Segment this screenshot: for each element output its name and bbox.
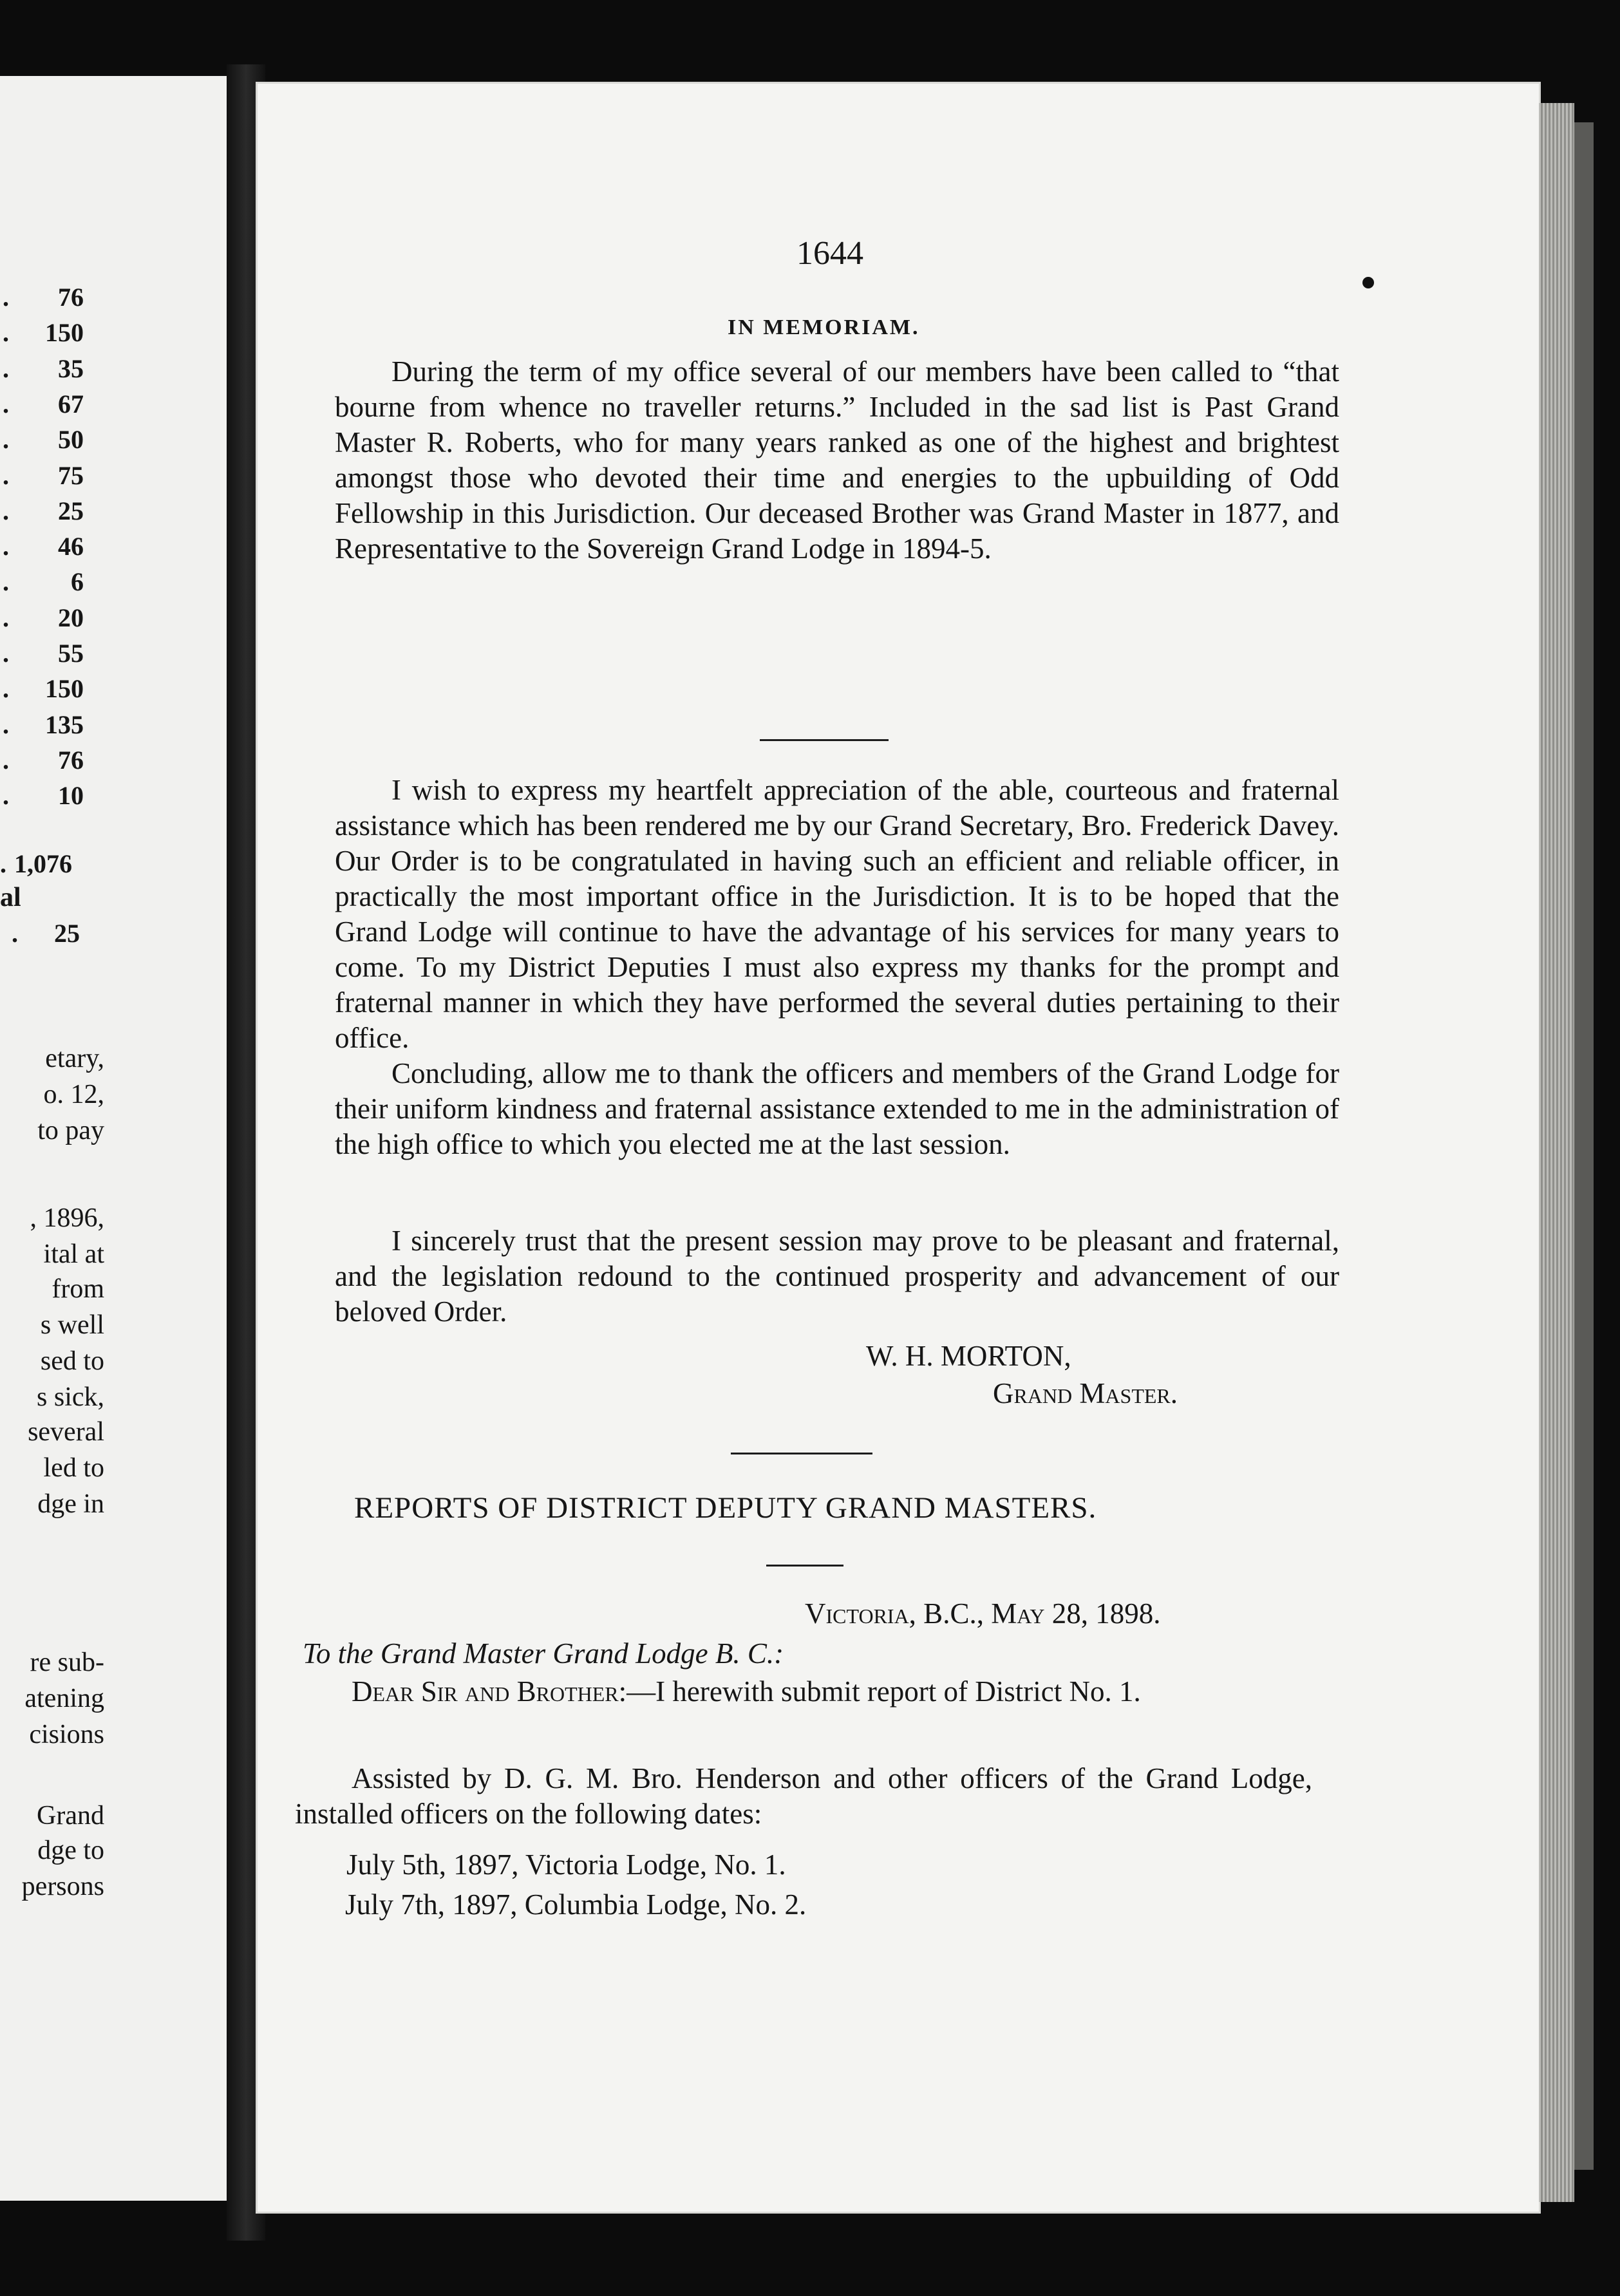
page-number: 1644 xyxy=(796,235,863,272)
signature-title: Grand Master. xyxy=(993,1377,1178,1409)
left-number: 20 xyxy=(58,603,84,632)
left-text-fragment: ital at xyxy=(43,1239,104,1269)
left-number: 76 xyxy=(58,745,84,775)
left-number: 50 xyxy=(58,425,84,455)
left-text-fragment: Grand xyxy=(37,1801,104,1830)
left-number-dot: . xyxy=(3,710,9,739)
section-divider-1 xyxy=(760,739,889,741)
left-text-fragment: to pay xyxy=(37,1116,104,1145)
left-text-fragment: led to xyxy=(43,1453,104,1483)
left-number: 67 xyxy=(58,389,84,419)
ink-speck xyxy=(1362,277,1374,288)
left-facing-page xyxy=(0,76,229,2201)
left-number-dot: . xyxy=(3,745,9,775)
dateline: Victoria, B.C., May 28, 1898. xyxy=(805,1597,1161,1630)
left-number-dot: . xyxy=(3,639,9,668)
left-text-fragment: etary, xyxy=(45,1044,104,1073)
left-text-fragment: dge in xyxy=(37,1489,104,1519)
appreciation-paragraph-text: I wish to express my heartfelt appreciation of the able, courteous and fraternal assistance which has been rendered me by our Grand Secretary, Bro. Frederick Davey. Our Order is to be congratulated in having such an efficient and reliable officer, in practically the most important office in the Jurisdiction. It is to be hoped that the Grand Lodge will continue to have the advantage of his services for many years to come. To my District Deputies I must also express my thanks for the prompt and fraternal manner in which they have performed the several duties pertaining to their office. xyxy=(335,774,1339,1054)
section-divider-2 xyxy=(731,1453,872,1454)
left-total: 1,076 xyxy=(14,849,72,878)
left-text-fragment: cisions xyxy=(29,1720,104,1749)
left-number-dot: . xyxy=(3,353,9,383)
left-number: 55 xyxy=(58,639,84,668)
report-intro-text: :—I herewith submit report of District No. 1. xyxy=(618,1675,1141,1708)
left-number-dot: . xyxy=(3,318,9,348)
left-number: 25 xyxy=(58,496,84,525)
left-number: 150 xyxy=(45,318,84,348)
left-text-fragment: s sick, xyxy=(37,1382,104,1412)
left-number-dot: . xyxy=(3,460,9,490)
left-number-dot: . xyxy=(3,425,9,455)
left-number: 46 xyxy=(58,532,84,561)
left-text-fragment: o. 12, xyxy=(43,1080,104,1109)
left-text-fragment: from xyxy=(52,1274,104,1304)
memoriam-paragraph xyxy=(335,354,1339,567)
left-text-fragment: re sub- xyxy=(30,1648,104,1677)
memoriam-paragraph-text: During the term of my office several of our members have been called to “that bourne from whence no traveller returns.” Included in the sad list is Past Grand Master R. Roberts, who for many years ranked as one of the highest and brightest amongst those who devoted their time and energies to the upbuilding of Odd Fellowship in this Jurisdiction. Our deceased Brother was Grand Master in 1877, and Representative to the Sovereign Grand Lodge in 1894-5. xyxy=(335,355,1339,565)
left-number: 75 xyxy=(58,460,84,490)
left-text-fragment: atening xyxy=(24,1684,104,1713)
dear-sir-label: Dear Sir and Brother xyxy=(352,1675,619,1708)
concluding-paragraph xyxy=(335,1056,1339,1162)
left-text-fragment: sed to xyxy=(40,1346,104,1376)
left-after-total-number: 25 xyxy=(54,919,80,948)
installation-entry-1: July 5th, 1897, Victoria Lodge, No. 1. xyxy=(346,1849,786,1881)
left-number: 76 xyxy=(58,283,84,312)
left-number: 35 xyxy=(58,353,84,383)
assisted-paragraph-text: Assisted by D. G. M. Bro. Henderson and other officers of the Grand Lodge, installed officers on the following dates: xyxy=(295,1762,1312,1830)
left-after-total-dot: . xyxy=(12,919,18,948)
section-divider-3 xyxy=(766,1565,843,1567)
left-number-dot: . xyxy=(3,674,9,704)
left-number: 150 xyxy=(45,674,84,704)
left-text-fragment: s well xyxy=(40,1310,104,1340)
assisted-paragraph xyxy=(295,1761,1312,1832)
trust-paragraph-text: I sincerely trust that the present session may prove to be pleasant and fraternal, and the legislation redound to the continued prosperity and advancement of our beloved Order. xyxy=(335,1225,1339,1328)
left-number-dot: . xyxy=(3,389,9,419)
left-number-dot: . xyxy=(3,603,9,632)
page-stack-shadow xyxy=(1574,122,1594,2170)
trust-paragraph xyxy=(335,1223,1339,1330)
main-page xyxy=(258,84,1539,2212)
concluding-paragraph-text: Concluding, allow me to thank the officers and members of the Grand Lodge for their uniform kindness and fraternal assistance extended to me in the administration of the high office to which you elected me at the last session. xyxy=(335,1057,1339,1160)
left-number-dot: . xyxy=(3,781,9,811)
page-stack-edge xyxy=(1539,103,1574,2202)
signature-name: W. H. MORTON, xyxy=(866,1340,1071,1372)
installation-entry-2: July 7th, 1897, Columbia Lodge, No. 2. xyxy=(345,1888,807,1921)
left-number-dot: . xyxy=(3,532,9,561)
left-text-fragment: dge to xyxy=(37,1836,104,1865)
salutation-to: To the Grand Master Grand Lodge B. C.: xyxy=(303,1637,784,1670)
left-number: 10 xyxy=(58,781,84,811)
left-number: 6 xyxy=(71,567,84,597)
left-text-fragment: persons xyxy=(21,1872,104,1901)
left-number: 135 xyxy=(45,710,84,739)
left-text-fragment: , 1896, xyxy=(30,1203,104,1233)
appreciation-paragraph xyxy=(335,773,1339,1056)
left-number-dot: . xyxy=(3,283,9,312)
reports-heading: REPORTS OF DISTRICT DEPUTY GRAND MASTERS. xyxy=(354,1491,1097,1525)
left-text-fragment: several xyxy=(28,1417,104,1447)
report-intro-paragraph xyxy=(295,1674,1312,1709)
memoriam-heading: IN MEMORIAM. xyxy=(728,315,920,339)
left-number-dot: . xyxy=(3,496,9,525)
left-after-total-label: al xyxy=(0,883,21,912)
left-number-dot: . xyxy=(3,567,9,597)
left-total-dot: . xyxy=(0,849,6,878)
